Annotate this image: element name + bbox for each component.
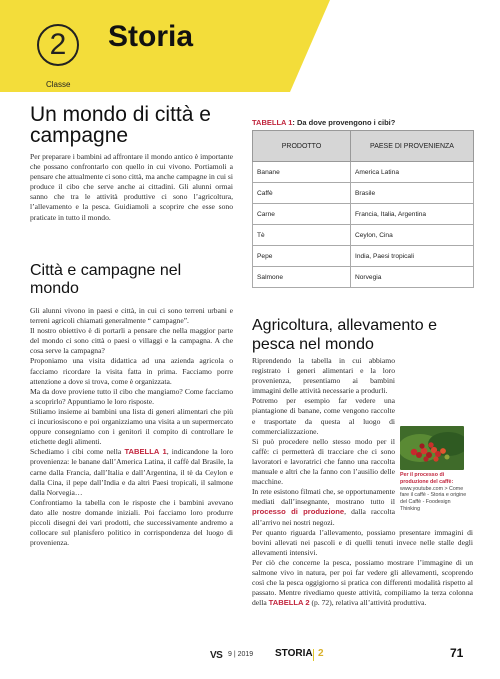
coffee-beans-image [400,426,464,470]
class-number-badge [37,24,79,66]
table-header-row [253,131,474,162]
table-cell: America Latina [351,162,474,183]
table-cell: Caffè [253,183,351,204]
text: , indicandone la loro provenienza: le banane dall’America Latina, il caffè dal Brasile, la carne dalla Francia, dall’Italia e dall’Argentina, il tè da Ceylon e dalla Cina, il pepe dall’India e da altri Paesi tropicali, il salmone dalla Norvegia… [30,447,234,497]
paragraph: Gli alunni vivono in paesi e città, in cui ci sono terreni urbani e terreni agricoli chiamati generalmente “ campagne”. [30,306,233,326]
table-caption-number: TABELLA 1 [252,118,293,127]
process-highlight: processo di produzione [252,507,345,517]
table-row [253,204,474,225]
table-cell: Brasile [351,183,474,204]
paragraph: Il nostro obiettivo è di portarli a pensare che nella maggior parte del mondo ci sono città o paesi o villaggi e la campagna. A che cosa serve la campagna? [30,326,233,356]
issue-number: 9 | 2019 [228,651,254,658]
paragraph: Potremo per esempio far vedere una piantagione di banane, come vengono raccolte e trasportate da questa al luogo di commercializzazione. [252,396,395,436]
table-cell: Ceylon, Cina [351,225,474,246]
table-cell: India, Paesi tropicali [351,246,474,267]
table-row [253,162,474,183]
footer-divider [313,649,314,661]
text: Per ciò che concerne la pesca, possiamo mostrare l’immagine di un salmone vivo in natura, per poi far vedere gli allevamenti, scoprendo così che la pesca oggigiorno si pratica con differenti modalità rispetto al passato. Mentre rivediamo queste attività, compiliamo la terza colonna della [252,557,473,608]
agriculture-text-wrap [252,356,395,487]
table-row [253,225,474,246]
page-number: 71 [450,646,464,660]
paragraph: Si può procedere nello stesso modo per il caffè: ci permetterà di tracciare che ci sono lavoratori e lavoratrici che fanno una raccolta manuale e altri che la fanno con l’ausilio delle macchine. [252,436,395,487]
table-caption-text: : Da dove provengono i cibi? [292,118,396,127]
subtitle-city-countryside: Città e campagne nel mondo [30,262,182,297]
city-countryside-body [30,306,233,548]
subtitle-agriculture: Agricoltura, allevamento e pesca nel mondo [252,317,437,353]
table-1-reference: TABELLA 1 [124,447,167,457]
text: In rete esistono filmati che, se opportunamente mediati dall’insegnante, mostrano tutto il [252,487,395,507]
article-title: Un mondo di città e campagne [30,103,211,147]
photo-caption-title: Per il processo di produzione del caffè: [400,472,454,485]
table-cell: Banane [253,162,351,183]
paragraph: Ma da dove proviene tutto il cibo che mangiamo? Come facciamo a scoprirlo? Appuntiamo le loro risposte. [30,386,233,406]
intro-paragraph [30,152,233,223]
column-header: PAESE DI PROVENIENZA [351,131,474,162]
table-row [253,183,474,204]
footer-section: STORIA [275,648,313,659]
paragraph: Stiliamo insieme ai bambini una lista di generi alimentari che più ci incuriosiscono e poi organizziamo una visita a un supermercato oppure consegniamo con i genitori il compito di controllare le etichette degli alimenti. [30,406,233,447]
text: (p. 72), relativa all’attività produttiva. [309,598,427,608]
table-cell: Pepe [253,246,351,267]
magazine-logo: VS [210,650,223,661]
table-cell: Salmone [253,267,351,288]
paragraph-table-ref [30,447,233,497]
text: Schediamo i cibi come nella [30,447,125,457]
text: , dalla raccolta all’arrivo nei nostri negozi. [252,507,396,527]
table-cell: Norvegia [351,267,474,288]
photo-caption-link[interactable]: www.youtube.com > Come fare il caffè - Storia e origine del Caffè - Foodesign Thinking [400,485,467,512]
table-cell: Tè [253,225,351,246]
paragraph: Proponiamo una visita didattica ad una azienda agricola o facciamo ricordare la visita fatta in prima. Facciamo porre attenzione a dove si trova, come è organizzata. [30,356,233,386]
paragraph: Confrontiamo la tabella con le risposte che i bambini avevano dato alle nostre domande iniziali. Poi facciamo loro produrre piccoli disegni dei vari prodotti, che successivamente andremo a collocare sul planisfero politico in corrispondenza del luogo di provenienza. [30,497,233,548]
table-cell: Francia, Italia, Argentina [351,204,474,225]
column-header: PRODOTTO [253,131,351,162]
photo-caption [400,472,470,513]
table-row [253,267,474,288]
paragraph-process [252,487,395,527]
table-row [253,246,474,267]
coffee-beans-photo [400,426,464,470]
table-2-reference: TABELLA 2 [268,598,310,608]
footer-class: 2 [318,648,324,659]
table-caption [252,118,395,127]
table-cell: Carne [253,204,351,225]
section-title: Storia [108,20,194,53]
paragraph: Riprendendo la tabella in cui abbiamo registrato i generi alimentari e la loro provenienza, presentiamo ai bambini immagini delle attività necessarie a produrli. [252,356,395,396]
paragraph-table-ref [252,558,473,608]
food-origin-table [252,130,474,288]
intro-text: Per preparare i bambini ad affrontare il mondo antico è importante che possano confrontarlo con quello in cui vivono. Portiamoli a pensare che attualmente ci sono città, ma anche campagne in cui si produce il cibo che serve anche ai cittadini. Gli alunni ormai sanno che tra le attività produttive ci sono l’agricoltura, l’allevamento e la pesca. Guidiamoli a scoprire che esse sono praticate in tutto il mondo. [30,152,233,222]
class-label: Classe [46,80,71,89]
class-number: 2 [49,28,67,61]
paragraph: Per quanto riguarda l’allevamento, possiamo presentare immagini di bovini allevati nei pascoli e di quelli tenuti invece nelle stalle degli allevamenti intensivi. [252,527,473,557]
